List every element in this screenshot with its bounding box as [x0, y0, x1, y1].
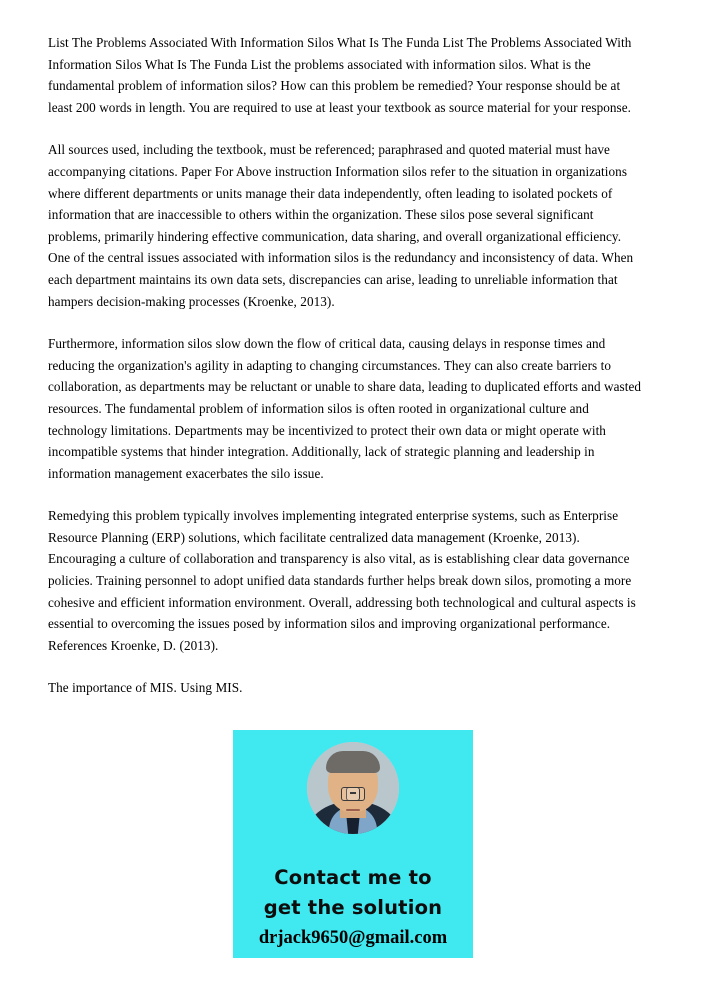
contact-overlay-card: [233, 730, 473, 958]
glasses-right-lens-icon: [341, 787, 360, 801]
avatar-mouth: [346, 809, 360, 811]
paragraph-5: The importance of MIS. Using MIS.: [48, 680, 243, 696]
paragraph-4: Remedying this problem typically involves implementing integrated enterprise systems, such as Enterprise Resource Planning (ERP) solutions, which facilitate centralized data management (Kroenke, 2013). Encouraging a culture of collaboration and transparency is also vital, as is establishing clear data governance policies. Training personnel to adopt unified data standards further helps break down silos, promoting a more cohesive and efficient information environment. Overall, addressing both technological and cultural aspects is essential to overcoming the issues posed by information silos and improving organizational performance. References Kroenke, D. (2013).: [48, 508, 636, 653]
document-text-body: [48, 32, 644, 699]
glasses-bridge-icon: [350, 792, 356, 794]
avatar: [307, 742, 399, 834]
overlay-line-2: get the solution: [263, 896, 443, 919]
paragraph-2: All sources used, including the textbook, must be referenced; paraphrased and quoted material must have accompanying citations. Paper For Above instruction Information silos refer to the situation in organizations where different departments or units manage their data independently, often leading to isolated pockets of information that are inaccessible to others within the organization. These silos pose several significant problems, primarily hindering effective communication, data sharing, and overall organizational efficiency. One of the central issues associated with information silos is the redundancy and inconsistency of data. When each department maintains its own data sets, discrepancies can arise, leading to unreliable information that hampers decision-making processes (Kroenke, 2013).: [48, 142, 634, 309]
avatar-hair: [326, 751, 380, 773]
overlay-email[interactable]: drjack9650@gmail.com: [258, 928, 448, 948]
overlay-line-1: Contact me to: [274, 866, 432, 889]
paragraph-3: Furthermore, information silos slow down the flow of critical data, causing delays in response times and reducing the organization's agility in adapting to changing circumstances. They can also create barriers to collaboration, as departments may be reluctant or unable to share data, leading to duplicated efforts and wasted resources. The fundamental problem of information silos is often rooted in organizational culture and technology limitations. Departments may be incentivized to protect their own data or might operate with incompatible systems that hinder integration. Additionally, lack of strategic planning and leadership in information management exacerbates the silo issue.: [48, 336, 642, 481]
paragraph-1: List The Problems Associated With Information Silos What Is The Funda List The Problems Associated With Information Silos What Is The Funda List the problems associated with information silos. What is the fundamental problem of information silos? How can this problem be remedied? Your response should be at least 200 words in length. You are required to use at least your textbook as source material for your response.: [48, 35, 632, 115]
